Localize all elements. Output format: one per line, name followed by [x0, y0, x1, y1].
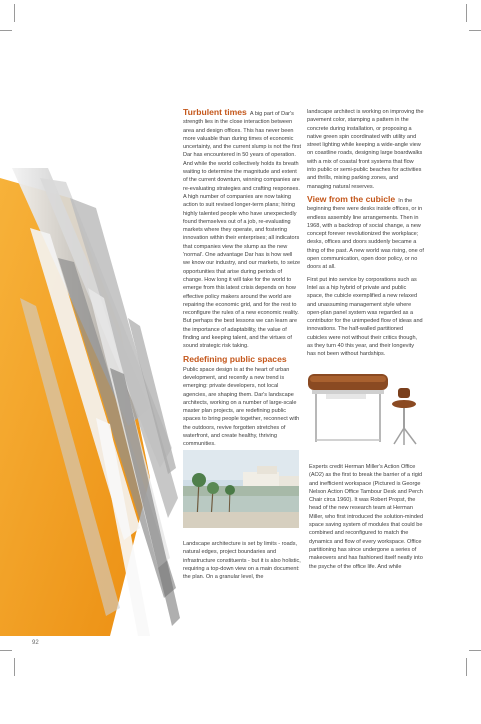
heading-turbulent-times: Turbulent times	[183, 107, 247, 117]
body-text: Experts credit Herman Miller's Action Office (AO2) as the first to break the barrier of a rigid and inefficient workspace (Pictured is George Nelson Action Office Tambour Desk and Perch Chair circa 1960). It was Robert Propst, the head of the new research team at Herman Miller, who first introduced the solution-minded space saving system of modules that could be combined and reconfigured to match the dynamics and flow of every workspace. Office partitioning has since undergone a series of makeovers and has fashioned itself neatly into the psyche of the office life. And while	[309, 464, 424, 570]
paragraph	[183, 108, 301, 351]
body-text: In the beginning there were desks inside offices, or in endless assembly line arrangements. Then in 1968, with a backdrop of social change, a new concept forever revolutionized the workplace; desks, offices and doors suddenly became a thing of the past. A new world was rising, one of open communication, open door policy, or no doors at all.	[307, 197, 424, 271]
crop-mark	[469, 650, 481, 651]
crop-mark	[469, 30, 481, 31]
heading-view-from-the-cubicle: View from the cubicle	[307, 193, 396, 204]
body-text: Public space design is at the heart of urban development, and recently a new trend is emerging: private developers, not local agencies, are shaping them. Dar's landscape architects, working on a number of large-scale master plan projects, are redefining public spaces to bring people together, reconnect with the outdoors, revive forgotten stretches of waterfront, and create healthy, thriving communities.	[183, 366, 300, 448]
section-label: in brief	[20, 672, 59, 724]
body-text: A big part of Dar's strength lies in the close interaction between area and design offices. This has never been more valuable than during times of economic uncertainty, and the current slump is not the first Dar has encountered in 50 years of operation. And while the world collectively holds its breath waiting to determine the magnitude and extent of the current downturn, winning companies are re-evaluating strategies and crafting responses. A high number of companies are now taking action to suit revised longer-term plans; hiring highly talented people who have unexpectedly found themselves out of a job, re-evaluating markets where they operate, and fostering innovation within their enterprises; all indicators that companies view the slump as the new 'normal'. One advantage Dar has is how well we know our industry, and our markets, to seize opportunities that arise during periods of change. How long it will take for the world to emerge from this latest crisis depends on how effective policy makers around the world are repairing the economic grid, and for the rest to reconfigure the rules of a new economic reality. But perhaps the best lessons we can learn are the importance of adaptability, the value of finding and keeping talent, and the virtues of sound strategic risk taking.	[183, 111, 301, 350]
article-column-2	[307, 108, 424, 359]
crop-mark	[466, 658, 467, 676]
crop-mark	[0, 30, 12, 31]
article-column-1	[183, 108, 301, 449]
page-number: 92	[32, 640, 39, 646]
crop-mark	[0, 650, 12, 651]
desk-and-chair-photo	[306, 352, 424, 448]
crop-mark	[466, 4, 467, 22]
crop-mark	[14, 658, 15, 676]
paragraph	[307, 195, 424, 272]
coastal-development-rendering	[183, 450, 299, 528]
banner-graphic	[0, 168, 180, 636]
body-text: Landscape architecture is set by limits - roads, natural edges, project boundaries and infrastructure constituents - but it is also holistic, requiring a top-down view on a main document: the plan. On a granular level, the	[183, 541, 301, 581]
crop-mark	[14, 4, 15, 22]
heading-redefining-public-spaces: Redefining public spaces	[183, 353, 287, 364]
body-text: First put into service by corporations such as Intel as a hip hybrid of private and public space, the cubicle exemplified a new relaxed and unassuming management style where open-plan panel system was regarded as a contributor for the unimpeded flow of ideas and innovations. The half-walled partitioned cubicles were not without their critics though, as they turn 40 this year, and their longevity has not been without hardships.	[307, 276, 423, 358]
article-column-4	[309, 463, 427, 571]
body-text: landscape architect is working on improving the pavement color, stamping a pattern in the concrete during installation, or proposing a native green spin coordinated with utility and street lighting while keeping a wide-angle view on coastline roads, designing large boardwalks with a mix of coastal front systems that flow into public or semi-public beaches for activities and thrills, mixing parking zones, and managing natural reserves.	[307, 109, 424, 190]
article-column-3	[183, 540, 303, 581]
